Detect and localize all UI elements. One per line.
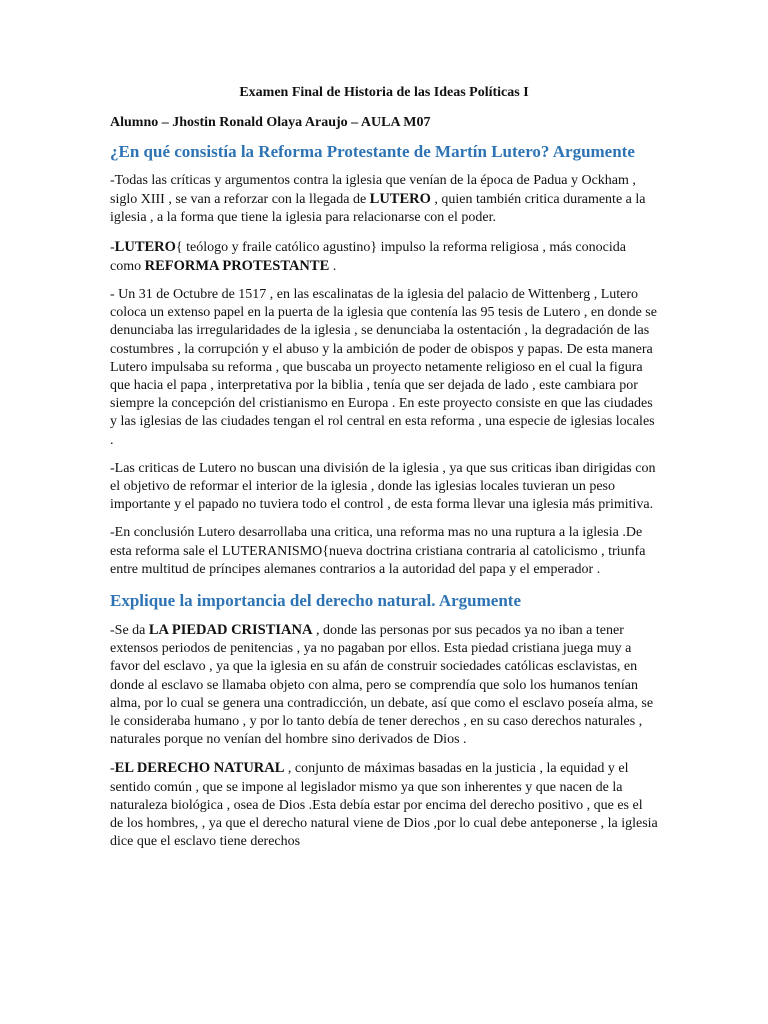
question-2-heading: Explique la importancia del derecho natural. Argumente xyxy=(110,591,521,611)
q2-p1-text-a: -Se da xyxy=(110,623,149,639)
q1-paragraph-5: -En conclusión Lutero desarrollaba una critica, una reforma mas no una ruptura a la iglesia .De esta reforma sale el LUTERANISMO{nueva doctrina cristiana contraria al catolicismo , triunfa entre multitud de príncipes alemanes contrarios a la autoridad del papa y el emperador . xyxy=(110,525,646,577)
q1-p1-text-c: , quien también critica duramente a la iglesia , a la forma que tiene la iglesia para relacionarse con el poder. xyxy=(110,192,646,226)
q1-paragraph-2 xyxy=(110,238,658,276)
q1-paragraph-3: - Un 31 de Octubre de 1517 , en las escalinatas de la iglesia del palacio de Wittenberg , Lutero coloca un extenso papel en la puerta de la iglesia que contenía las 95 tesis de Lutero , en donde se denunciaba las irregularidades de la iglesia , se denunciaba la ostentación , la degradación de las costumbres , la corrupción y el abuso y la ambición de poder de obispos y papas. De esta manera Lutero impulsaba su reforma , que buscaba un proyecto netamente religioso en el cual la figura que hacia el papa , interpretativa por la biblia , tenía que ser dejada de lado , este cambiara por siempre la concepción del cristianismo en Europa . En este proyecto consiste en que las ciudades y las iglesias de las ciudades tengan el rol central en esta reforma , una especie de iglesias locales . xyxy=(110,287,657,448)
q1-p2-text-e: . xyxy=(329,258,337,274)
student-line: Alumno – Jhostin Ronald Olaya Araujo – AULA M07 xyxy=(110,115,431,130)
q1-p2-text-a: - xyxy=(110,239,115,255)
q2-paragraph-1 xyxy=(110,621,658,749)
q1-paragraph-4: -Las criticas de Lutero no buscan una división de la iglesia , ya que sus criticas iban dirigidas con el objetivo de reformar el interior de la iglesia , donde las iglesias locales tuvieran un peso importante y el papado no tuviera todo el control , de esta forma llevar una iglesia más primitiva. xyxy=(110,460,656,513)
q1-paragraph-1 xyxy=(110,172,658,228)
document-page xyxy=(110,84,658,862)
q1-p2-text-c: { teólogo y fraile católico agustino} impulso la reforma religiosa , más conocida como xyxy=(110,239,626,274)
q1-p2-bold-reforma: REFORMA PROTESTANTE xyxy=(144,257,330,274)
q2-p2-text-a: - xyxy=(110,761,115,777)
question-1-heading: ¿En qué consistía la Reforma Protestante de Martín Lutero? Argumente xyxy=(110,142,635,161)
q2-paragraph-2 xyxy=(110,759,658,851)
q2-p2-text-c: , conjunto de máximas basadas en la justicia , la equidad y el sentido común , que se impone al legislador mismo ya que son inherentes y que nacen de la naturaleza biológica , osea de Dios .Esta debía estar por encima del derecho positivo , que es el de los hombres, , ya que el derecho natural viene de Dios ,por lo cual debe anteponerse , la iglesia dice que el esclavo tiene derechos xyxy=(110,761,658,850)
exam-title: Examen Final de Historia de las Ideas Políticas I xyxy=(239,85,529,100)
q1-p2-bold-lutero: LUTERO xyxy=(114,238,176,255)
q1-p1-bold-lutero: LUTERO xyxy=(369,191,431,208)
q2-p1-text-c: , donde las personas por sus pecados ya no iban a tener extensos periodos de penitencias , ya no pagaban por ellos. Esta piedad cristiana juega muy a favor del esclavo , ya que la iglesia en su afán de construir sociedades católicas esclavistas, en donde al esclavo se llamaba objeto con alma, pero se comprendía que solo los humanos tenían alma, por lo cual se genera una contradicción, un debate, así que como el esclavo poseía alma, se le consideraba humano , y por lo tanto debía de tener derechos , en su caso derechos naturales , naturales porque no venían del hombre sino derivados de Dios . xyxy=(110,623,654,748)
q1-p1-text-a: -Todas las críticas y argumentos contra la iglesia que venían de la época de Padua y Ockham , siglo XIII , se van a reforzar con la llegada de xyxy=(110,173,636,208)
q2-p1-bold-piedad: LA PIEDAD CRISTIANA xyxy=(148,622,313,639)
q2-p2-bold-derecho: EL DERECHO NATURAL xyxy=(114,760,285,777)
